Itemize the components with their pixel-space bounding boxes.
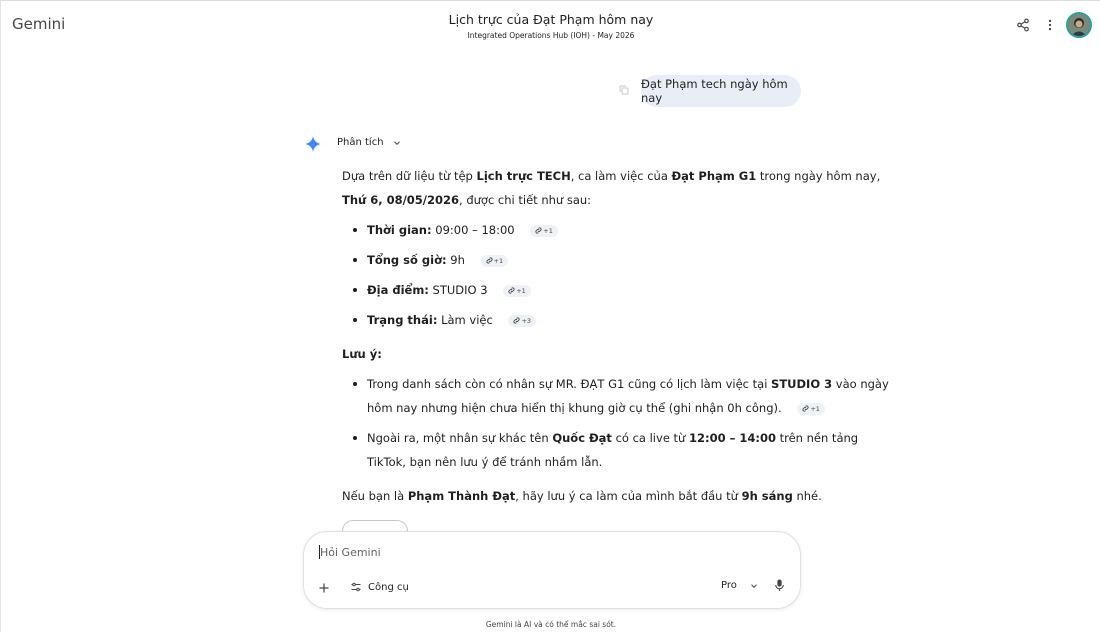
source-chip[interactable]: +3 bbox=[508, 315, 536, 327]
user-message-text: Đạt Phạm tech ngày hôm nay bbox=[641, 77, 788, 105]
model-label: Pro bbox=[721, 580, 737, 591]
gemini-spark-icon bbox=[305, 136, 321, 152]
analysis-toggle[interactable] bbox=[337, 137, 402, 148]
source-chip[interactable]: +1 bbox=[797, 403, 825, 415]
tools-label: Công cụ bbox=[368, 581, 409, 593]
response-closing: Nếu bạn là Phạm Thành Đạt, hãy lưu ý ca làm của mình bắt đầu từ 9h sáng nhé. bbox=[342, 489, 822, 503]
copy-icon[interactable] bbox=[618, 83, 632, 97]
conversation-subtitle: Integrated Operations Hub (IOH) - May 2026 bbox=[467, 31, 635, 40]
note-item-1-line2: hôm nay nhưng hiện chưa hiển thị khung giờ cụ thể (ghi nhận 0h công). +1 bbox=[367, 401, 825, 415]
date-text: Thứ 6, 08/05/2026 bbox=[342, 193, 460, 207]
response-intro-line2: Thứ 6, 08/05/2026, được chi tiết như sau: bbox=[342, 193, 592, 207]
detail-item-time: Thời gian: 09:00 – 18:00 +1 bbox=[367, 223, 558, 237]
source-chip[interactable]: +1 bbox=[481, 255, 509, 267]
user-message-bubble bbox=[641, 75, 801, 107]
share-icon[interactable] bbox=[1014, 16, 1032, 34]
detail-item-location: Địa điểm: STUDIO 3 +1 bbox=[367, 283, 531, 297]
gemini-brand[interactable]: Gemini bbox=[12, 15, 66, 33]
microphone-icon[interactable] bbox=[774, 579, 786, 593]
link-icon bbox=[802, 405, 809, 412]
file-name: Lịch trực TECH bbox=[476, 169, 571, 183]
bullet-dot bbox=[353, 318, 357, 322]
bullet-dot bbox=[353, 228, 357, 232]
bullet-dot bbox=[353, 258, 357, 262]
conversation-title: Lịch trực của Đạt Phạm hôm nay bbox=[448, 12, 654, 27]
link-icon bbox=[513, 317, 520, 324]
bullet-dot bbox=[353, 436, 357, 440]
disclaimer-text: Gemini là AI và có thể mắc sai sót. bbox=[485, 620, 617, 629]
detail-item-hours: Tổng số giờ: 9h +1 bbox=[367, 253, 508, 267]
bullet-dot bbox=[353, 382, 357, 386]
response-intro-line1: Dựa trên dữ liệu từ tệp Lịch trực TECH, ca làm việc của Đạt Phạm G1 trong ngày hôm nay, bbox=[342, 169, 881, 183]
link-icon bbox=[508, 287, 515, 294]
note-item-1-line1: Trong danh sách còn có nhân sự MR. ĐẠT G1 cũng có lịch làm việc tại STUDIO 3 vào ngày bbox=[367, 377, 889, 391]
detail-item-status: Trạng thái: Làm việc +3 bbox=[367, 313, 536, 327]
chevron-down-icon bbox=[749, 581, 759, 591]
avatar[interactable] bbox=[1066, 12, 1092, 38]
staff-name: Đạt Phạm G1 bbox=[671, 169, 757, 183]
source-chip[interactable]: +1 bbox=[530, 225, 558, 237]
link-icon bbox=[486, 257, 493, 264]
source-chip[interactable]: +1 bbox=[503, 285, 531, 297]
add-icon[interactable] bbox=[318, 581, 332, 595]
prompt-composer[interactable] bbox=[303, 531, 801, 609]
note-item-2-line2: TikTok, bạn nên lưu ý để tránh nhầm lẫn. bbox=[367, 455, 603, 469]
conversation-title-block bbox=[1, 12, 1100, 40]
tune-icon bbox=[350, 581, 362, 593]
model-selector[interactable] bbox=[721, 580, 759, 591]
more-vert-icon[interactable] bbox=[1041, 16, 1059, 34]
note-item-2-line1: Ngoài ra, một nhân sự khác tên Quốc Đạt có ca live từ 12:00 – 14:00 trên nền tảng bbox=[367, 431, 859, 445]
analysis-label: Phân tích bbox=[337, 137, 384, 148]
tools-button[interactable] bbox=[350, 581, 409, 593]
prompt-input[interactable]: Hỏi Gemini bbox=[320, 546, 381, 559]
link-icon bbox=[535, 227, 542, 234]
bullet-dot bbox=[353, 288, 357, 292]
chevron-down-icon bbox=[392, 138, 402, 148]
note-heading: Lưu ý: bbox=[342, 347, 382, 361]
